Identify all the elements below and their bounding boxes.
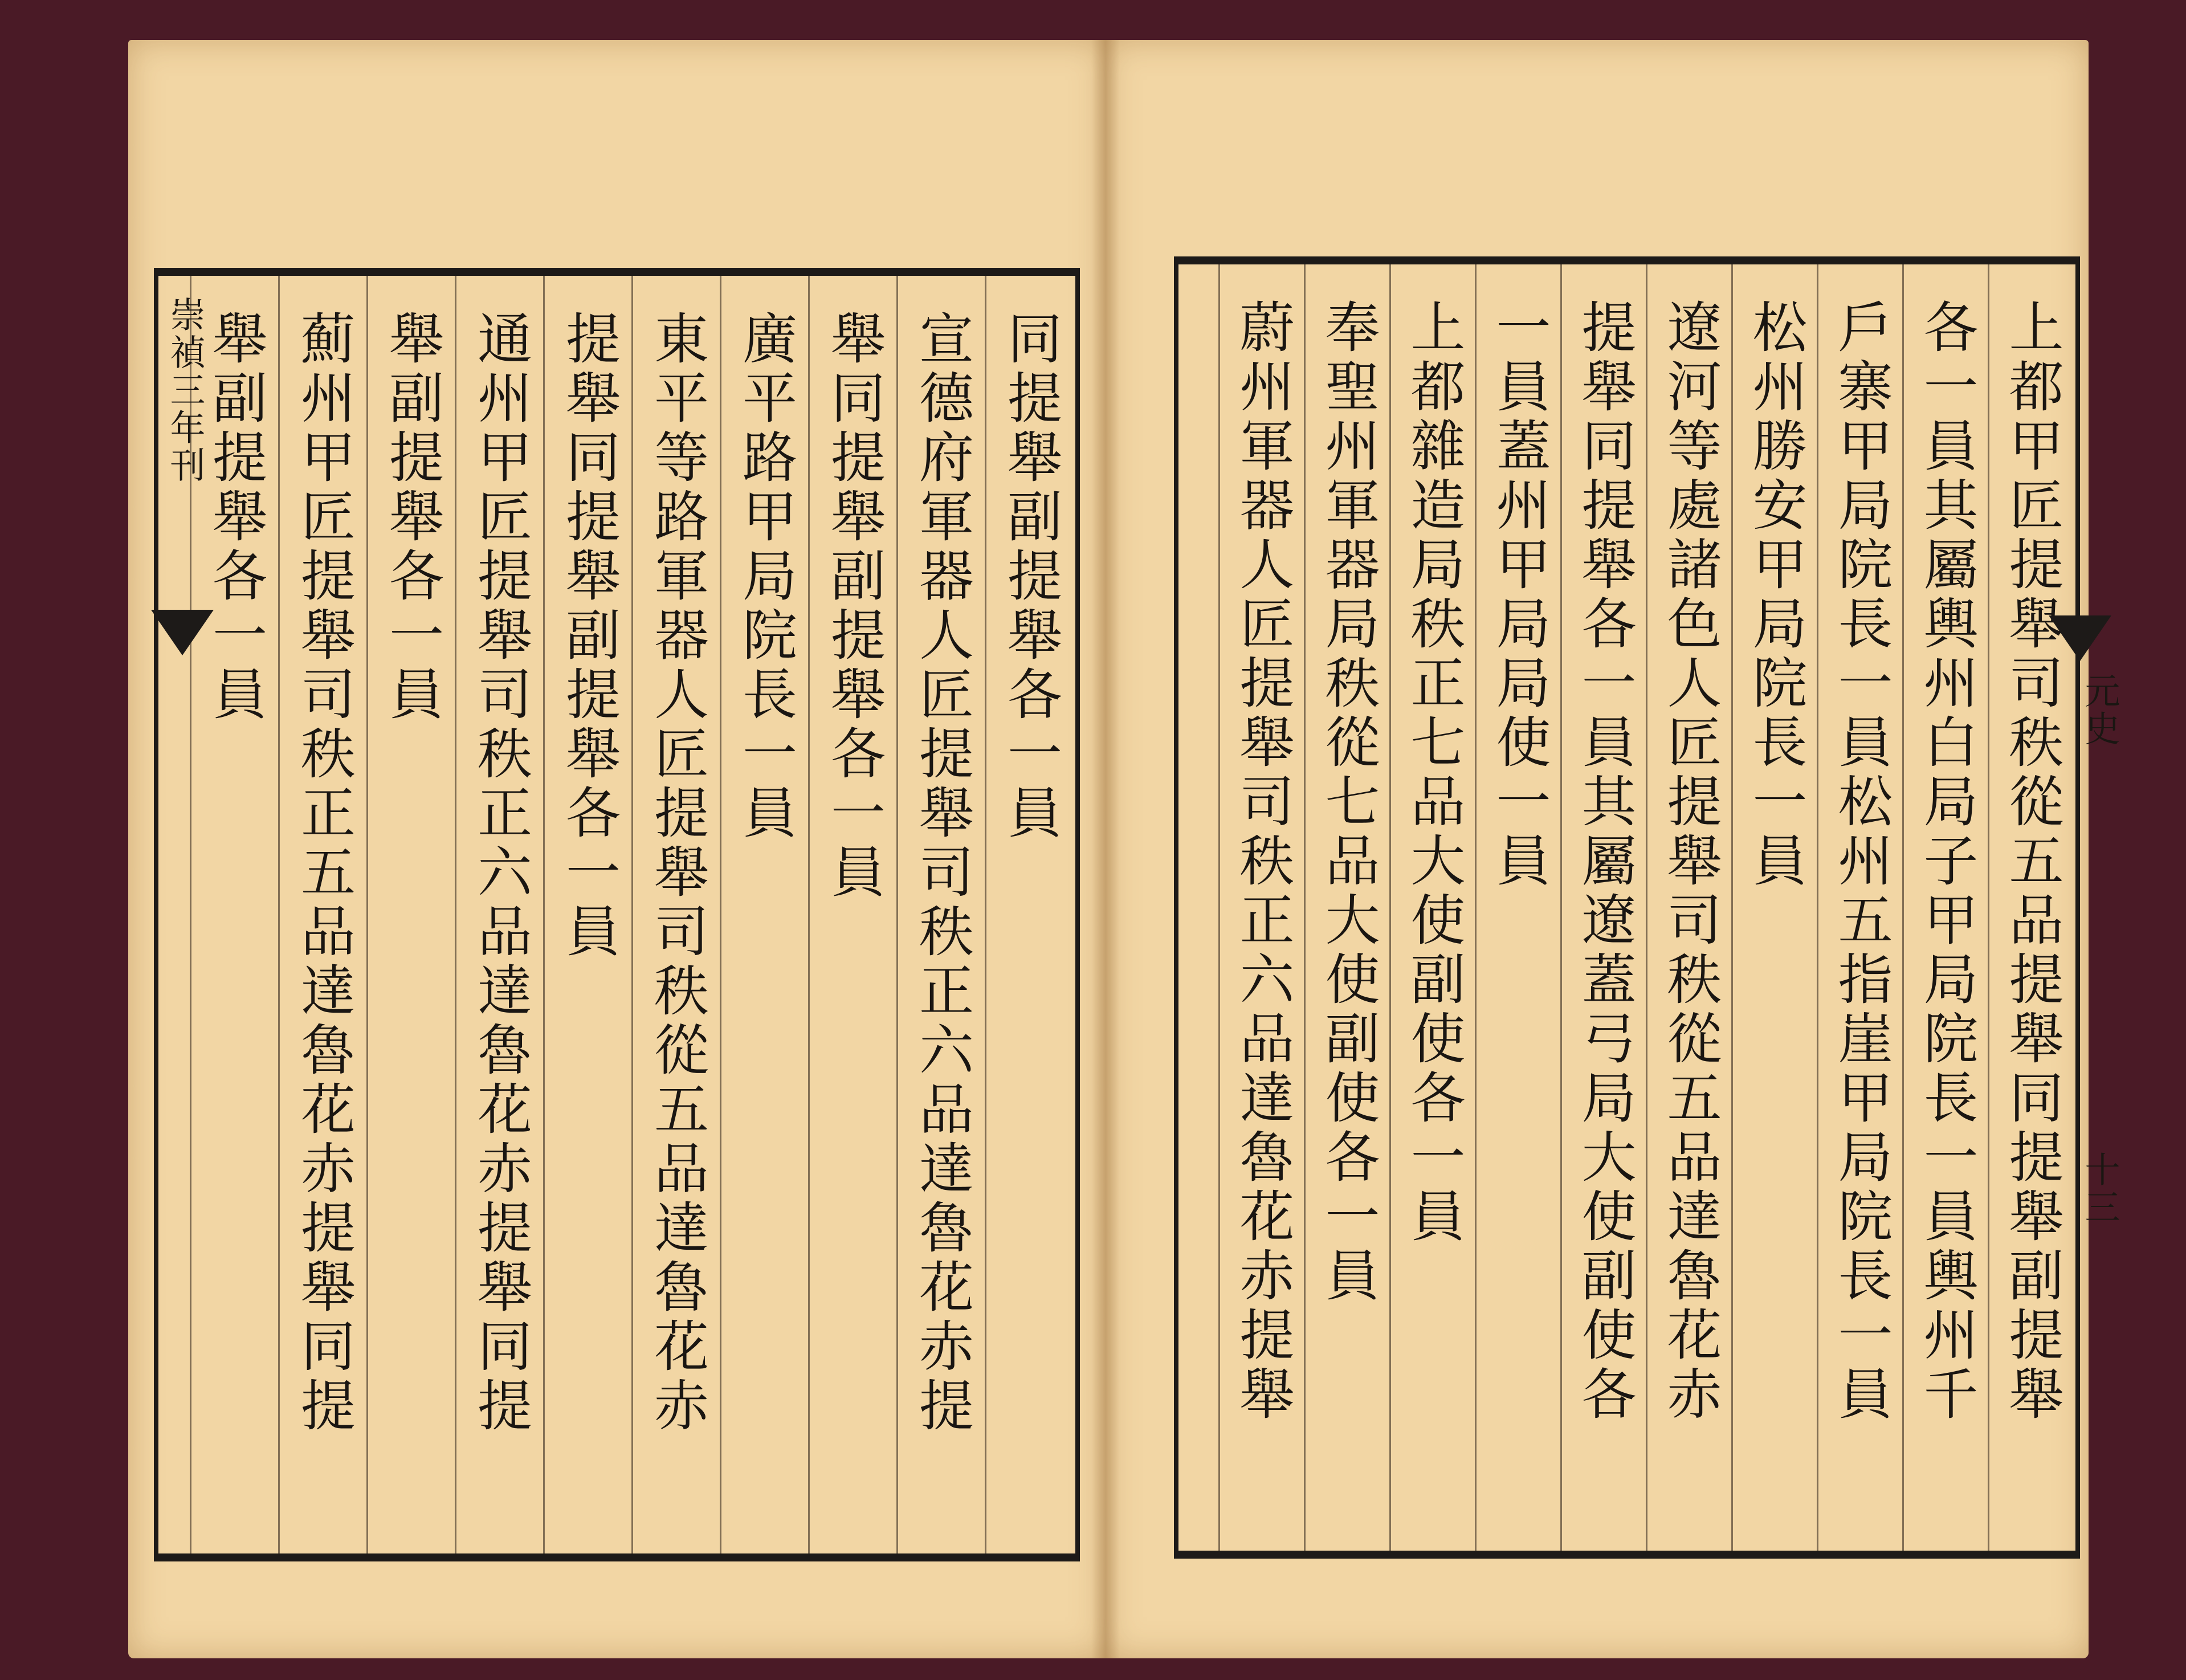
text-column: 奉聖州軍器局秩從七品大使副使各一員	[1304, 264, 1391, 1551]
text-column: 上都雜造局秩正七品大使副使各一員	[1389, 264, 1477, 1551]
fishtail-ornament	[2049, 615, 2111, 661]
book-gutter	[1091, 40, 1120, 1658]
fishtail-ornament	[151, 610, 214, 655]
text-column: 提舉同提舉各一員其屬遼蓋弓局大使副使各	[1560, 264, 1647, 1551]
text-column: 各一員其屬輿州白局子甲局院長一員輿州千	[1902, 264, 1989, 1551]
text-column: 遼河等處諸色人匠提舉司秩從五品達魯花赤	[1646, 264, 1733, 1551]
text-column: 提舉同提舉副提舉各一員	[543, 276, 633, 1553]
text-column: 松州勝安甲局院長一員	[1731, 264, 1818, 1551]
text-column: 蔚州軍器人匠提舉司秩正六品達魯花赤提舉	[1218, 264, 1306, 1551]
text-column: 同提舉副提舉各一員	[985, 276, 1075, 1553]
left-margin-label: 崇禎三年刊	[164, 296, 206, 484]
text-column: 通州甲匠提舉司秩正六品達魯花赤提舉同提	[455, 276, 545, 1553]
text-column: 一員蓋州甲局局使一員	[1475, 264, 1562, 1551]
right-text-frame	[1174, 256, 2080, 1559]
text-column: 戶寨甲局院長一員松州五指崖甲局院長一員	[1817, 264, 1904, 1551]
text-column: 廣平路甲局院長一員	[720, 276, 810, 1553]
text-column: 薊州甲匠提舉司秩正五品達魯花赤提舉同提	[278, 276, 368, 1553]
text-column: 舉副提舉各一員	[366, 276, 456, 1553]
text-column: 宣德府軍器人匠提舉司秩正六品達魯花赤提	[896, 276, 986, 1553]
text-column: 東平等路軍器人匠提舉司秩從五品達魯花赤	[631, 276, 721, 1553]
text-column: 舉副提舉各一員	[190, 276, 280, 1553]
text-column: 上都甲匠提舉司秩從五品提舉同提舉副提舉	[1988, 264, 2075, 1551]
left-text-frame	[154, 268, 1080, 1561]
right-margin-label: 元史	[2079, 672, 2120, 748]
text-column: 舉同提舉副提舉各一員	[808, 276, 898, 1553]
page-number: 十三	[2079, 1151, 2120, 1226]
